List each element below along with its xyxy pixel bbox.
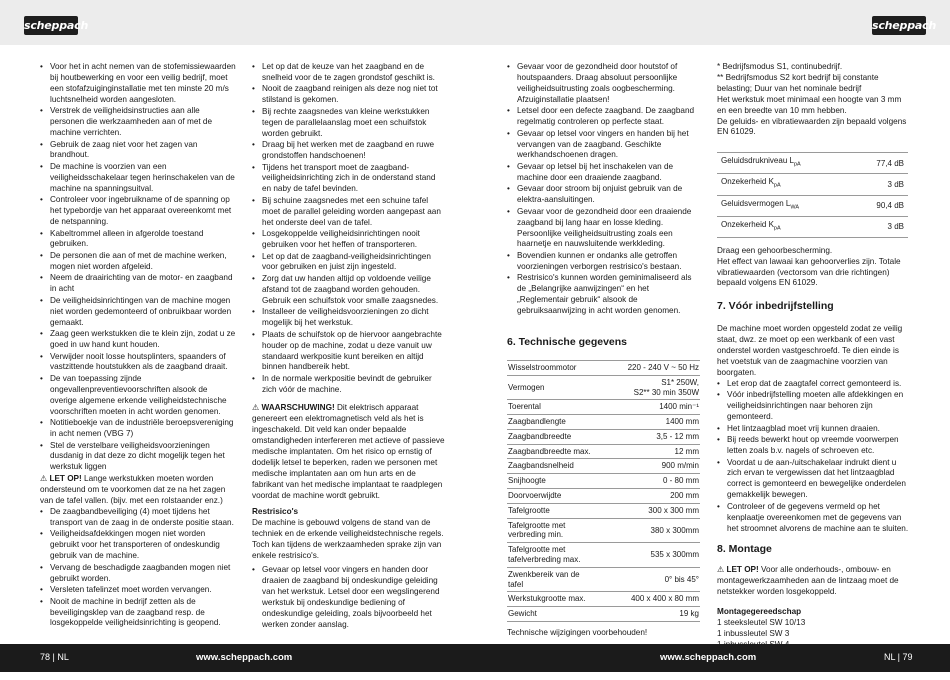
list-item: • Vóór inbedrijfstelling moeten alle afdekkingen en veiligheidsinrichtingen naar behoren zijn gemonteerd. (717, 390, 910, 423)
spec-value: 535 x 300mm (594, 543, 700, 568)
list-item: • Bij rechte zaagsnedes van kleine werkstukken tegen de parallelaanslag moet een schuifstok worden gebruikt. (252, 107, 445, 140)
column-1 (40, 62, 236, 630)
spec-value: 3,5 - 12 mm (594, 429, 700, 444)
list-item: • Gevaar voor de gezondheid door een draaiende zaagband bij lang haar en losse kleding. Persoonlijke veiligheidsuitrusting zoals een haarnetje en nauwsluitende werkkleding. (507, 207, 700, 251)
spec-label: Werkstukgrootte max. (507, 592, 594, 607)
noise-label-subscript: pA (773, 225, 781, 232)
spec-value: 19 kg (594, 607, 700, 622)
section-7-title: 7. Vóór inbedrijfstelling (717, 300, 834, 313)
section-8-title: 8. Montage (717, 543, 772, 556)
list-item: • Bij reeds bewerkt hout op vreemde voorwerpen letten zoals b.v. nagels of schroeven etc. (717, 435, 910, 457)
page-header (0, 0, 950, 45)
spec-label: Vermogen (507, 375, 594, 400)
noise-label (717, 174, 853, 195)
spec-label: Snijhoogte (507, 474, 594, 489)
spec-label: Zwenkbereik van de tafel (507, 567, 594, 592)
list-item: • Restrisico's kunnen worden geminimaliseerd als de „Belangrijke aanwijzingen“ en het „Reglementair gebruik“ alsook de gebruiksaanwijzing in acht worden genomen. (507, 273, 700, 317)
spec-row (507, 375, 700, 400)
list-item: • Vervang de beschadigde zaagbanden mogen niet gebruikt worden. (40, 563, 236, 585)
spec-row (507, 543, 700, 568)
spec-value: 1400 min⁻¹ (594, 400, 700, 415)
spec-row (507, 415, 700, 430)
noise-label-text: Geluidsdrukniveau L (721, 156, 794, 166)
tool-item: 1 inbussleutel SW 3 (717, 628, 790, 638)
list-item: • De zaagbandbeveiliging (4) moet tijdens het transport van de zaag in de onderste positie staan. (40, 507, 236, 529)
noise-label (717, 153, 853, 174)
brand-logo-left: scheppach (24, 16, 78, 35)
noise-label (717, 195, 853, 216)
list-item: • Neem de draairichting van de motor- en zaagband in acht (40, 273, 236, 295)
intro-line: * Bedrijfsmodus S1, continubedrijf. (717, 62, 843, 71)
spec-value: 0 - 80 mm (594, 474, 700, 489)
list-item: • Kabeltrommel alleen in afgerolde toestand gebruiken. (40, 229, 236, 251)
section-6-title: 6. Technische gegevens (507, 336, 628, 348)
spec-label: Zaagbandlengte (507, 415, 594, 430)
list-item: • In de normale werkpositie bevindt de gebruiker zich vóór de machine. (252, 374, 445, 396)
brand-logo-right: scheppach (872, 16, 926, 35)
list-item: • Verstrek de veiligheidsinstructies aan alle personen die werkzaamheden aan of met de machine verrichten. (40, 106, 236, 139)
column-4 (717, 62, 910, 651)
column-3 (507, 62, 700, 639)
list-item: • Gevaar op letsel voor vingers en handen door draaien de zaagband bij ondeskundige geleiding van het werkstuk. Letsel door een wegslingerend werkstuk bij ondeskundige bediening of ondeskundige geleiding, zoals bijvoorbeeld het werken zonder aanslag. (252, 565, 445, 630)
spec-value: S1* 250W, S2** 30 min 350W (594, 375, 700, 400)
spec-value: 12 mm (594, 444, 700, 459)
spec-row (507, 607, 700, 622)
list-item: • Gevaar voor de gezondheid door houtstof of houtspaanders. Draag absoluut persoonlijke veiligheidsuitrusting zoals oogbescherming. Afzuiginstallatie plaatsen! (507, 62, 700, 106)
safety-list-2 (40, 507, 236, 629)
noise-row (717, 174, 908, 195)
list-item: • Versleten tafelinzet moet worden vervangen. (40, 585, 236, 596)
spec-value: 300 x 300 mm (594, 503, 700, 518)
page-number: 79 (902, 652, 913, 662)
intro-line: Het werkstuk moet minimaal een hoogte van 3 mm en een breedte van 10 mm hebben. (717, 94, 902, 115)
page-footer (0, 644, 950, 672)
spec-label: Gewicht (507, 607, 594, 622)
noise-value: 90,4 dB (853, 195, 908, 216)
list-item: • Nooit de zaagband reinigen als deze nog niet tot stilstand is gekomen. (252, 84, 445, 106)
emf-warning (252, 403, 445, 501)
safety-list-3 (252, 62, 445, 396)
spec-note: Technische wijzigingen voorbehouden! (507, 628, 648, 638)
footer-left-page: 78 | NL (40, 652, 69, 662)
noise-value: 3 dB (853, 216, 908, 237)
montage-caution (717, 565, 910, 598)
after-noise-line: Het effect van lawaai kan gehoorverlies zijn. Totale vibratiewaarden (vectorsom van drie richtingen) bepaald volgens EN 61029. (717, 256, 901, 288)
caution-label: LET OP! (726, 565, 759, 575)
caution-text: Voor alle onderhouds-, ombouw- en montagewerkzaamheden aan de lintzaag moet de netstekker worden losgekoppeld. (717, 565, 899, 597)
list-item: • Voordat u de aan-/uitschakelaar indrukt dient u zich ervan te vergewissen dat het lintzaagblad correct is gemonteerd en bewegelijke onderdelen gemakkelijk bewegen. (717, 458, 910, 502)
spec-value: 900 m/min (594, 459, 700, 474)
list-item: • Let op dat de keuze van het zaagband en de snelheid voor de te zagen grondstof geschikt is. (252, 62, 445, 84)
noise-value: 3 dB (853, 174, 908, 195)
noise-label (717, 216, 853, 237)
spec-label: Tafelgrootte met verbreding min. (507, 518, 594, 543)
list-item: • Tijdens het transport moet de zaagband-veiligheidsinrichting zich in de onderstand stand en naby de tafel bevinden. (252, 163, 445, 196)
section-7-list (717, 379, 910, 535)
noise-row (717, 216, 908, 237)
list-item: • Verwijder nooit losse houtsplinters, spaanders of vastzittende houtstukken als de zaagband draait. (40, 352, 236, 374)
footer-right-page: NL | 79 (884, 652, 913, 662)
spec-label: Doorvoerwijdte (507, 489, 594, 504)
spec-row (507, 429, 700, 444)
list-item: • De veiligheidsinrichtingen van de machine mogen niet worden gedemonteerd of onbruikbaar worden gemaakt. (40, 296, 236, 329)
risk-list-2 (507, 62, 700, 317)
caution-text: Lange werkstukken moeten worden ondersteund om te voorkomen dat ze na het zagen van de tafel vallen. (bijv. met een rolstaander enz.) (40, 474, 226, 506)
intro-line: De geluids- en vibratiewaarden zijn bepaald volgens EN 61029. (717, 116, 907, 137)
warning-text: Dit elektrisch apparaat genereert een elektromagnetisch veld als het is ingeschakeld. Dit veld kan onder bepaalde omstandigheden interfereren met actieve of passieve medische implantaten. Om het risico op ernstig of dodelijk letsel te beperken, raden we personen met medische implantaten aan om hun arts en de fabrikant van het medische implantaat te raadplegen voordat de machine wordt gebruikt. (252, 403, 445, 500)
noise-row (717, 195, 908, 216)
list-item: • Controleer of de gegevens vermeld op het kenplaatje overeenkomen met de gegevens van het stroomnet alvorens de machine aan te sluiten. (717, 502, 910, 535)
caution-label: LET OP! (49, 474, 82, 484)
language-code: NL (57, 652, 69, 662)
list-item: • Gevaar door stroom bij onjuist gebruik van de elektra-aansluitingen. (507, 184, 700, 206)
warning-triangle-icon: ⚠ (40, 474, 48, 484)
noise-label-subscript: WA (790, 204, 800, 211)
list-item: • Installeer de veiligheidsvoorzieningen zo dicht mogelijk bij het werkstuk. (252, 307, 445, 329)
list-item: • Bovendien kunnen er ondanks alle getroffen voorzieningen verborgen restrisico's bestaan. (507, 251, 700, 273)
spec-value: 220 - 240 V ~ 50 Hz (594, 360, 700, 375)
noise-row (717, 153, 908, 174)
tool-item: 1 steeksleutel SW 10/13 (717, 617, 806, 627)
spec-row (507, 503, 700, 518)
spec-label: Zaagbandbreedte (507, 429, 594, 444)
list-item: • Gevaar op letsel bij het inschakelen van de machine door een draaiende zaagband. (507, 162, 700, 184)
list-item: • Let erop dat de zaagtafel correct gemonteerd is. (717, 379, 910, 390)
list-item: • Plaats de schuifstok op de hiervoor aangebrachte houder op de machine, zodat u deze vanuit uw standaard werkpositie kunt bereiken en altijd binnen handbereik hebt. (252, 330, 445, 374)
noise-label-subscript: pA (773, 183, 781, 190)
footer-url-right[interactable]: www.scheppach.com (660, 652, 757, 663)
spec-label: Tafelgrootte (507, 503, 594, 518)
spec-value: 200 mm (594, 489, 700, 504)
list-item: • Stel de verstelbare veiligheidsvoorzieningen dusdanig in dat deze zo dicht mogelijk tegen het werkstuk liggen (40, 441, 236, 474)
spec-row (507, 592, 700, 607)
list-item: • De van toepassing zijnde ongevallenpreventievoorschriften alsook de overige algemene erkende veiligheidstechnische voorschriften moeten in acht worden genomen. (40, 374, 236, 418)
tools-heading: Montagegereedschap (717, 607, 802, 617)
footer-url-left[interactable]: www.scheppach.com (196, 652, 293, 663)
noise-label-text: Geluidsvermogen L (721, 198, 791, 208)
warning-triangle-icon: ⚠ (717, 565, 725, 575)
column-2 (252, 62, 445, 631)
warning-label: WAARSCHUWING! (261, 403, 335, 413)
list-item: • De machine is voorzien van een veiligheidsschakelaar tegen herinschakelen van de machine na spanningsuitval. (40, 162, 236, 195)
restrisico-text: De machine is gebouwd volgens de stand van de techniek en de erkende veiligheidstechnische regels. Toch kan tijdens de werkzaamheden sprake zijn van enkele restrisico's. (252, 518, 444, 561)
spec-row (507, 489, 700, 504)
list-item: • Notitieboekje van de industriële beroepsvereniging in acht nemen (VBG 7) (40, 418, 236, 440)
noise-value: 77,4 dB (853, 153, 908, 174)
section-7-text: De machine moet worden opgesteld zodat ze veilig staat, dwz. ze moet op een werkbank of een vast onderstel worden vastgeschroefd. Te dien einde is het voetstuk van de zaagmachine voorzien van boorgaten. (717, 324, 903, 377)
spec-value: 1400 mm (594, 415, 700, 430)
list-item: • Controleer voor ingebruikname of de spanning op het typebordje van het apparaat overeenkomt met de netspanning. (40, 195, 236, 228)
list-item: • Bij schuine zaagsnedes met een schuine tafel moet de parallel geleiding worden aangepast aan het onderste deel van de tafel. (252, 196, 445, 229)
spec-label: Tafelgrootte met tafelverbreding max. (507, 543, 594, 568)
safety-list-1 (40, 62, 236, 473)
spec-row (507, 567, 700, 592)
list-item: • Voor het in acht nemen van de stofemissiewaarden bij houtbewerking en voor een veilig bedrijf, moet een stofafzuiginginstallatie met ten minste 20 m/s luchtsnelheid worden aangesloten. (40, 62, 236, 106)
list-item: • Nooit de machine in bedrijf zetten als de beveiligingsklep van de zaagband resp. de losgekoppelde veiligheidsinrichting is geopend. (40, 597, 236, 630)
list-item: • Veiligheidsafdekkingen mogen niet worden gebruikt voor het transporteren of ondeskundig gebruik van de machine. (40, 529, 236, 562)
spec-table (507, 360, 700, 622)
warning-triangle-icon: ⚠ (252, 403, 260, 413)
spec-label: Wisselstroommotor (507, 360, 594, 375)
list-item: • De personen die aan of met de machine werken, mogen niet worden afgeleid. (40, 251, 236, 273)
after-noise-line: Draag een gehoorbescherming. (717, 245, 833, 255)
list-item: • Letsel door een defecte zaagband. De zaagband regelmatig controleren op perfecte staat. (507, 106, 700, 128)
spec-row (507, 474, 700, 489)
spec-row (507, 518, 700, 543)
page-number: 78 (40, 652, 51, 662)
spec-value: 400 x 400 x 80 mm (594, 592, 700, 607)
noise-table (717, 152, 908, 237)
spec-label: Zaagbandbreedte max. (507, 444, 594, 459)
list-item: • Draag bij het werken met de zaagband en ruwe grondstoffen handschoenen! (252, 140, 445, 162)
caution-note (40, 474, 236, 507)
spec-value: 380 x 300mm (594, 518, 700, 543)
spec-row (507, 400, 700, 415)
list-item: • Zorg dat uw handen altijd op voldoende veilige afstand tot de zaagband worden gehouden. Gebruik een schuifstok voor smalle zaagsnedes. (252, 274, 445, 307)
risk-list (252, 565, 445, 630)
list-item: • Losgekoppelde veiligheidsinrichtingen nooit gebruiken voor het heffen of transporteren. (252, 229, 445, 251)
restrisico-heading: Restrisico's (252, 507, 299, 517)
spec-label: Zaagbandsnelheid (507, 459, 594, 474)
list-item: • Zaag geen werkstukken die te klein zijn, zodat u ze goed in uw hand kunt houden. (40, 329, 236, 351)
list-item: • Gevaar op letsel voor vingers en handen bij het vervangen van de zaagband. Geschikte werkhandschoenen dragen. (507, 129, 700, 162)
spec-row (507, 360, 700, 375)
list-item: • Gebruik de zaag niet voor het zagen van brandhout. (40, 140, 236, 162)
list-item: • Let op dat de zaagband-veiligheidsinrichtingen voor gebruiken en juist zijn ingesteld. (252, 252, 445, 274)
noise-label-subscript: pA (793, 161, 801, 168)
spec-value: 0° bis 45° (594, 567, 700, 592)
spec-row (507, 444, 700, 459)
spec-row (507, 459, 700, 474)
noise-label-text: Onzekerheid K (721, 219, 774, 229)
noise-label-text: Onzekerheid K (721, 177, 774, 187)
language-code: NL (884, 652, 896, 662)
intro-line: ** Bedrijfsmodus S2 kort bedrijf bij constante belasting; Duur van het nominale bedrijf (717, 72, 879, 93)
list-item: • Het lintzaagblad moet vrij kunnen draaien. (717, 424, 910, 435)
spec-label: Toerental (507, 400, 594, 415)
